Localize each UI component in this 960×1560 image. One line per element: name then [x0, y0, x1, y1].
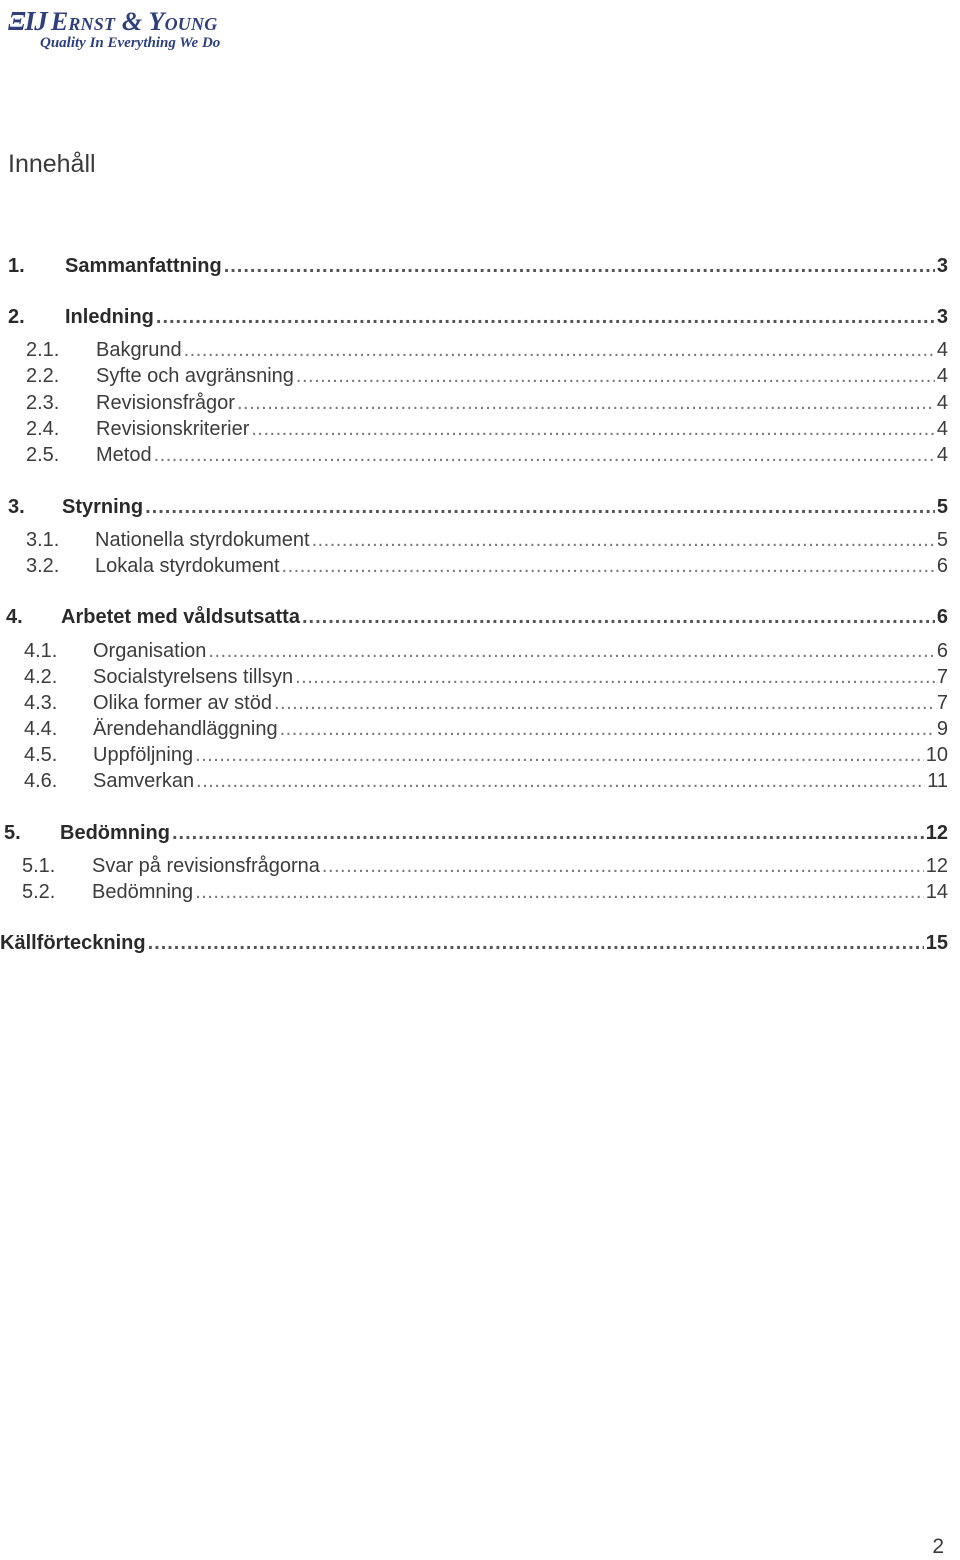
toc-entry-page: 5: [936, 529, 948, 551]
toc-entry-label: Bakgrund: [96, 339, 182, 361]
toc-entry-page: 4: [936, 418, 948, 440]
toc-entry-number: 1.: [8, 255, 25, 277]
toc-dot-leader: [154, 442, 935, 468]
toc-entry-label: Styrning: [62, 496, 144, 518]
toc-entry-15[interactable]: [24, 716, 948, 742]
toc-entry-page: 6: [936, 555, 948, 577]
toc-entry-page: 4: [936, 339, 948, 361]
toc-entry-label: Nationella styrdokument: [95, 529, 310, 551]
logo-name: Ernst & Young: [50, 7, 218, 36]
toc-entry-6[interactable]: [26, 416, 948, 442]
toc-dot-leader: [274, 690, 935, 716]
toc-entry-label: Inledning: [65, 306, 154, 328]
toc-entry-label: Svar på revisionsfrågorna: [92, 855, 320, 877]
toc-entry-5[interactable]: [26, 390, 948, 416]
toc-entry-number: 4.4.: [24, 718, 58, 740]
toc-dot-leader: [196, 768, 925, 794]
toc-dot-leader: [195, 742, 924, 768]
toc-entry-label: Socialstyrelsens tillsyn: [93, 666, 294, 688]
toc-entry-12[interactable]: [24, 638, 948, 664]
toc-entry-11[interactable]: [6, 604, 948, 630]
logo-mark: ΞIJ: [8, 6, 47, 36]
toc-entry-17[interactable]: [24, 768, 948, 794]
toc-dot-leader: [302, 604, 935, 630]
toc-entry-number: 2.1.: [26, 339, 60, 361]
toc-entry-7[interactable]: [26, 442, 948, 468]
toc-entry-label: Lokala styrdokument: [95, 555, 280, 577]
toc-dot-leader: [280, 716, 935, 742]
toc-entry-13[interactable]: [24, 664, 948, 690]
toc-entry-page: 5: [936, 496, 948, 518]
toc-entry-20[interactable]: [22, 879, 948, 905]
toc-entry-number: 2.5.: [26, 444, 60, 466]
toc-entry-page: 12: [925, 822, 948, 844]
toc-entry-number: 2.: [8, 306, 25, 328]
toc-entry-number: 5.: [4, 822, 21, 844]
toc-entry-number: 4.5.: [24, 744, 58, 766]
toc-entry-page: 4: [936, 365, 948, 387]
toc-entry-label: Olika former av stöd: [93, 692, 272, 714]
toc-entry-label: Uppföljning: [93, 744, 194, 766]
toc-dot-leader: [312, 527, 935, 553]
toc-entry-4[interactable]: [26, 363, 948, 389]
toc-entry-label: Revisionskriterier: [96, 418, 250, 440]
toc-entry-label: Samverkan: [93, 770, 195, 792]
toc-entry-8[interactable]: [8, 494, 948, 520]
toc-entry-number: 4.6.: [24, 770, 58, 792]
toc-dot-leader: [296, 363, 935, 389]
toc-entry-number: 2.4.: [26, 418, 60, 440]
toc-entry-19[interactable]: [22, 853, 948, 879]
toc-entry-number: 4.3.: [24, 692, 58, 714]
toc-entry-label: Källförteckning: [0, 932, 146, 954]
toc-entry-number: 3.2.: [26, 555, 60, 577]
toc-entry-number: 3.1.: [26, 529, 60, 551]
toc-dot-leader: [156, 304, 935, 330]
toc-entry-page: 12: [925, 855, 948, 877]
toc-entry-label: Ärendehandläggning: [93, 718, 278, 740]
toc-entry-page: 3: [936, 255, 948, 277]
toc-entry-label: Bedömning: [60, 822, 170, 844]
toc-entry-1[interactable]: [8, 253, 948, 279]
toc-entry-label: Syfte och avgränsning: [96, 365, 294, 387]
toc-entry-label: Sammanfattning: [65, 255, 222, 277]
toc-entry-number: 2.2.: [26, 365, 60, 387]
toc-entry-page: 3: [936, 306, 948, 328]
toc-entry-number: 4.: [6, 606, 23, 628]
toc-entry-number: 4.2.: [24, 666, 58, 688]
toc-entry-page: 14: [925, 881, 948, 903]
toc-entry-16[interactable]: [24, 742, 948, 768]
toc-entry-page: 9: [936, 718, 948, 740]
toc-entry-page: 4: [936, 444, 948, 466]
toc-entry-9[interactable]: [26, 527, 948, 553]
toc-entry-page: 10: [925, 744, 948, 766]
logo-tagline: Quality In Everything We Do: [40, 35, 221, 51]
toc-dot-leader: [282, 553, 935, 579]
toc-entry-page: 7: [936, 666, 948, 688]
toc-title: Innehåll: [8, 150, 96, 178]
toc-entry-3[interactable]: [26, 337, 948, 363]
toc-dot-leader: [145, 494, 935, 520]
toc-dot-leader: [195, 879, 924, 905]
toc-entry-page: 4: [936, 392, 948, 414]
toc-entry-21[interactable]: [0, 930, 948, 956]
toc-entry-14[interactable]: [24, 690, 948, 716]
toc-dot-leader: [184, 337, 935, 363]
toc-dot-leader: [172, 820, 924, 846]
toc-entry-label: Arbetet med våldsutsatta: [61, 606, 300, 628]
toc-entry-10[interactable]: [26, 553, 948, 579]
page-number: 2: [932, 1535, 944, 1558]
toc-dot-leader: [322, 853, 924, 879]
toc-entry-page: 11: [927, 770, 948, 792]
toc-entry-number: 2.3.: [26, 392, 60, 414]
toc-dot-leader: [295, 664, 935, 690]
toc-entry-number: 5.1.: [22, 855, 56, 877]
toc-entry-page: 15: [925, 932, 948, 954]
toc-entry-label: Bedömning: [92, 881, 194, 903]
toc-entry-page: 7: [936, 692, 948, 714]
toc-dot-leader: [251, 416, 935, 442]
toc-entry-2[interactable]: [8, 304, 948, 330]
toc-entry-page: 6: [936, 606, 948, 628]
toc-dot-leader: [224, 253, 935, 279]
toc-entry-number: 3.: [8, 496, 25, 518]
toc-entry-number: 5.2.: [22, 881, 56, 903]
toc-entry-label: Organisation: [93, 640, 207, 662]
toc-entry-label: Metod: [96, 444, 152, 466]
toc-dot-leader: [208, 638, 934, 664]
toc-entry-page: 6: [936, 640, 948, 662]
toc-entry-label: Revisionsfrågor: [96, 392, 235, 414]
toc-entry-18[interactable]: [4, 820, 948, 846]
toc-dot-leader: [237, 390, 935, 416]
toc-entry-number: 4.1.: [24, 640, 58, 662]
toc-dot-leader: [148, 930, 924, 956]
